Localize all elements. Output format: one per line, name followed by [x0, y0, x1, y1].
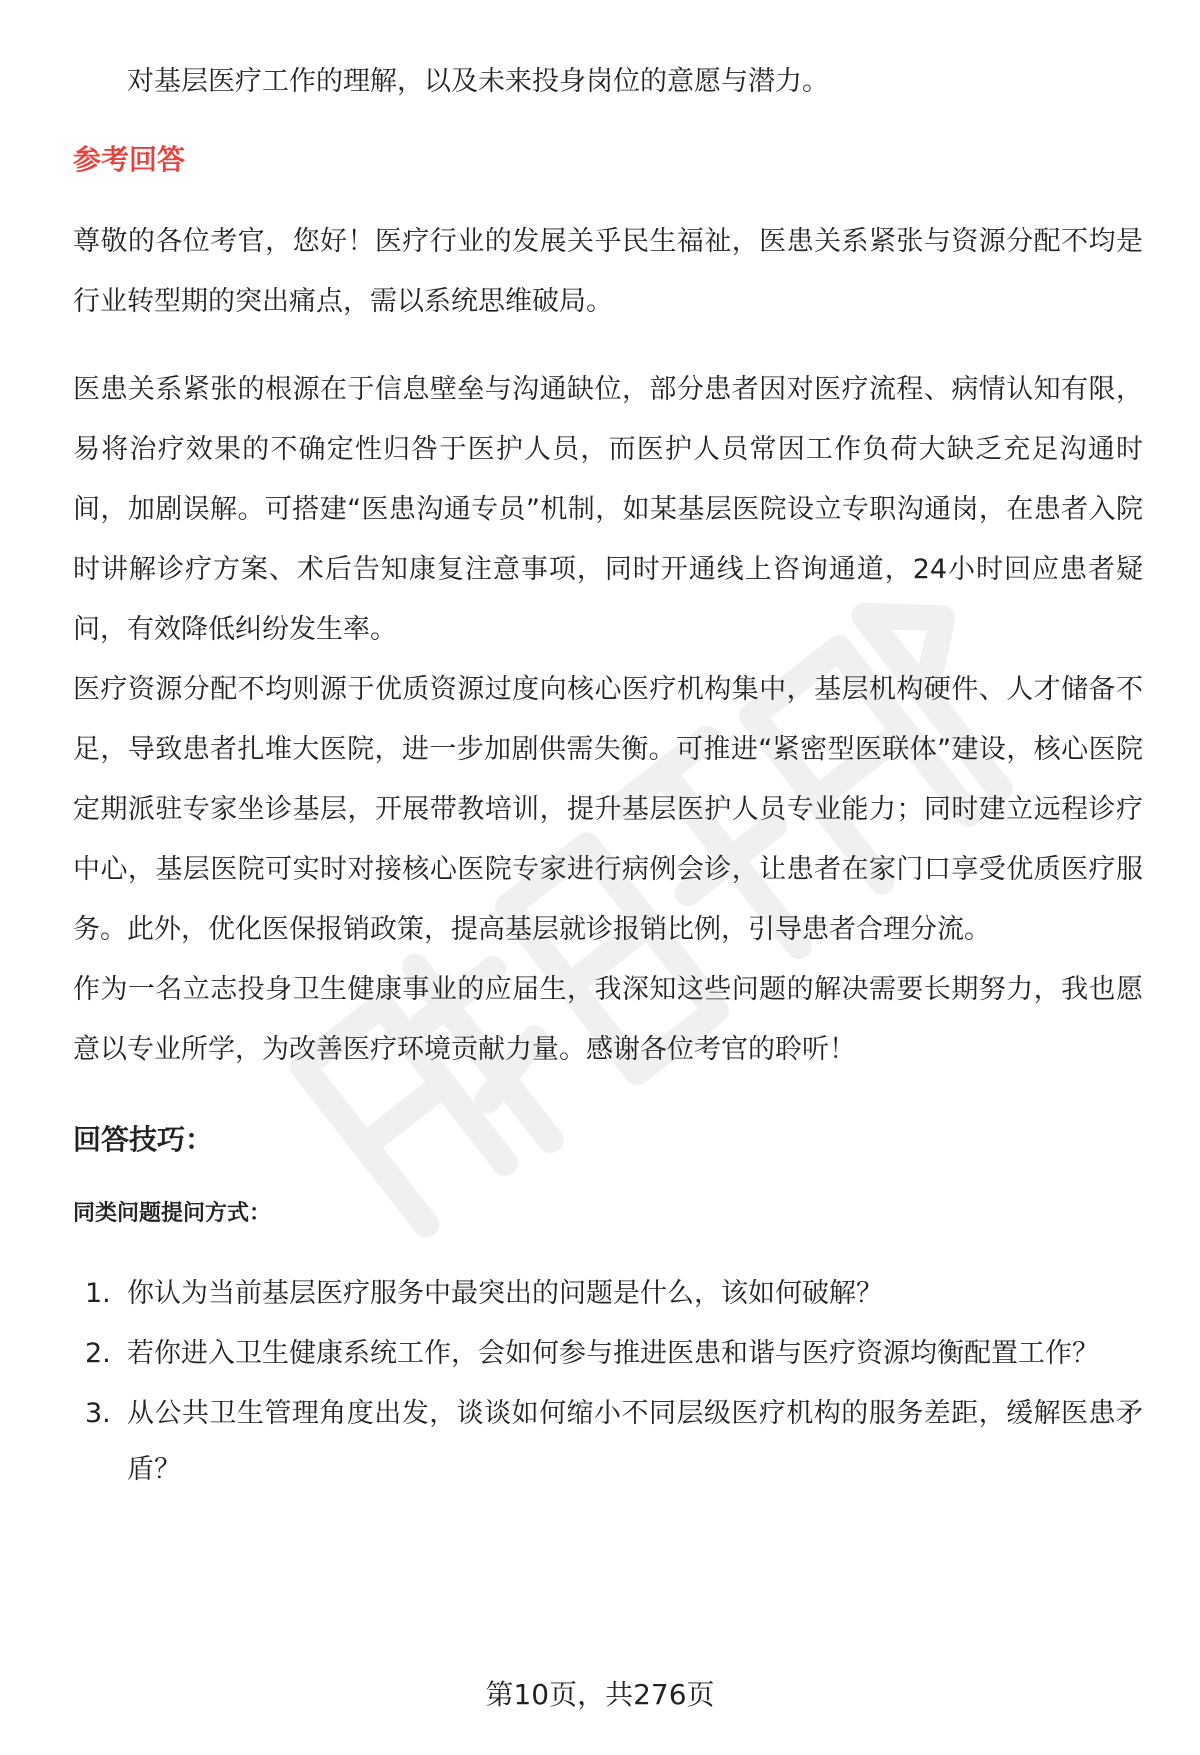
similar-questions-list [73, 1266, 1143, 1498]
intro-line: 对基层医疗工作的理解，以及未来投身岗位的意愿与潜力。 [127, 66, 829, 97]
list-item-number: 1. [85, 1278, 111, 1309]
list-item-number: 3. [85, 1398, 111, 1429]
document-content [73, 56, 1143, 1502]
reference-answer-heading: 参考回答 [73, 143, 186, 176]
answer-paragraph-3: 医疗资源分配不均则源于优质资源过度向核心医疗机构集中，基层机构硬件、人才储备不足，导致患者扎堆大医院，进一步加剧供需失衡。可推进“紧密型医联体”建设，核心医院定期派驻专家坐诊基层，开展带教培训，提升基层医护人员专业能力；同时建立远程诊疗中心，基层医院可实时对接核心医院专家进行病例会诊，让患者在家门口享受优质医疗服务。此外，优化医保报销政策，提高基层就诊报销比例，引导患者合理分流。 [73, 674, 1143, 945]
list-item [73, 1326, 1143, 1382]
answer-paragraph-2: 医患关系紧张的根源在于信息壁垒与沟通缺位，部分患者因对医疗流程、病情认知有限，易将治疗效果的不确定性归咎于医护人员，而医护人员常因工作负荷大缺乏充足沟通时间，加剧误解。可搭建“医患沟通专员”机制，如某基层医院设立专职沟通岗，在患者入院时讲解诊疗方案、术后告知康复注意事项，同时开通线上咨询通道，24小时回应患者疑问，有效降低纠纷发生率。 [73, 374, 1143, 645]
list-item-text: 从公共卫生管理角度出发，谈谈如何缩小不同层级医疗机构的服务差距，缓解医患矛盾？ [127, 1398, 1143, 1485]
list-item-number: 2. [85, 1338, 111, 1369]
page-number-footer: 第10页，共276页 [485, 1678, 715, 1711]
answer-paragraph-4: 作为一名立志投身卫生健康事业的应届生，我深知这些问题的解决需要长期努力，我也愿意以专业所学，为改善医疗环境贡献力量。感谢各位考官的聆听！ [73, 974, 1143, 1065]
list-item-text: 你认为当前基层医疗服务中最突出的问题是什么，该如何破解？ [127, 1278, 883, 1309]
tips-heading: 回答技巧： [73, 1123, 214, 1156]
list-item [73, 1266, 1143, 1322]
similar-questions-heading: 同类问题提问方式： [73, 1201, 272, 1226]
list-item-text: 若你进入卫生健康系统工作，会如何参与推进医患和谐与医疗资源均衡配置工作？ [127, 1338, 1099, 1369]
answer-paragraph-1: 尊敬的各位考官，您好！医疗行业的发展关乎民生福祉，医患关系紧张与资源分配不均是行业转型期的突出痛点，需以系统思维破局。 [73, 226, 1143, 317]
list-item [73, 1386, 1143, 1498]
